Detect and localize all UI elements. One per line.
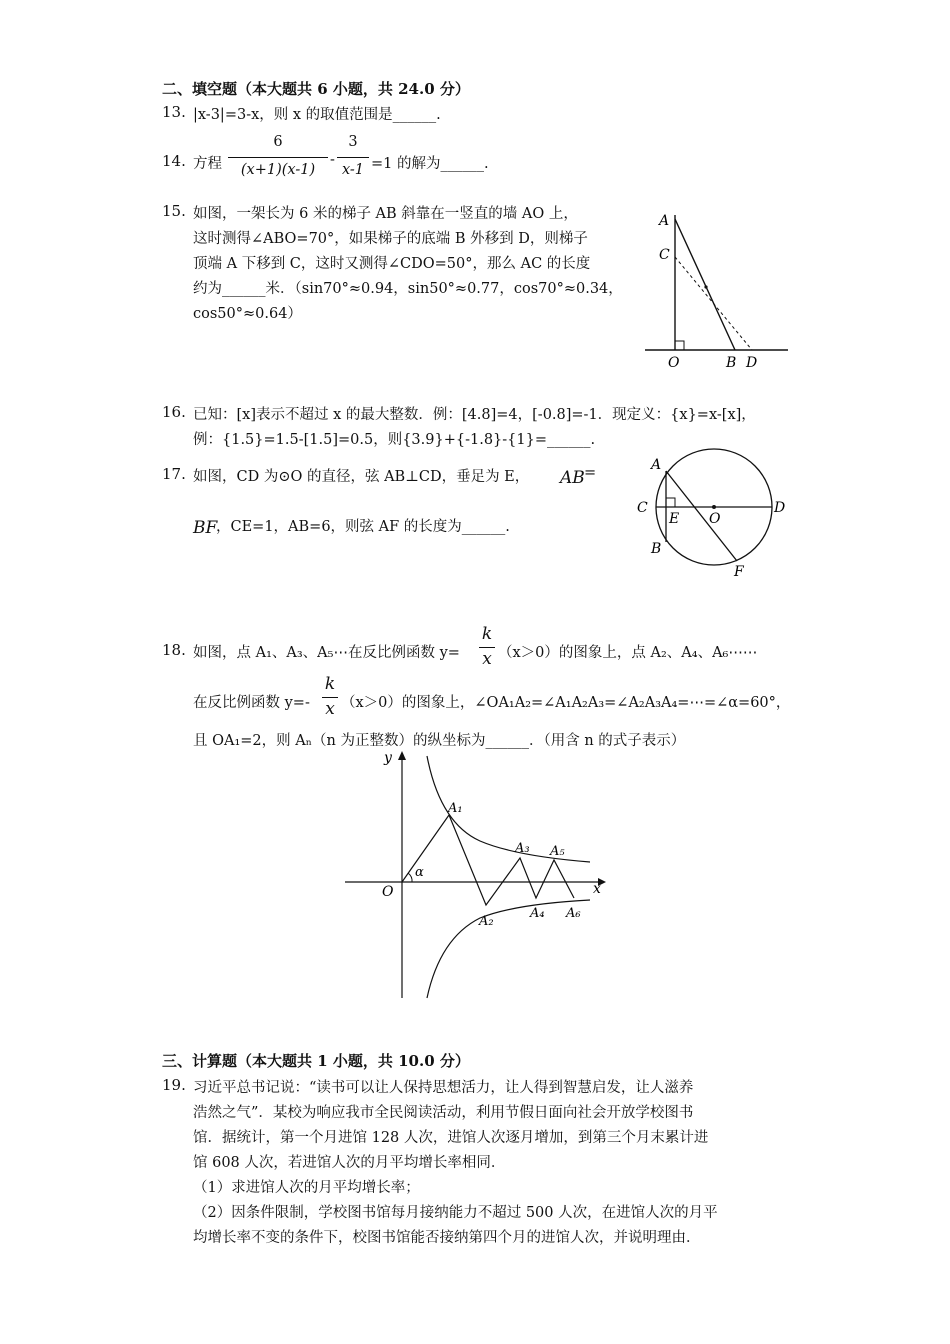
label-alpha: α xyxy=(415,865,424,880)
question-15-line: 如图，一架长为 6 米的梯子 AB 斜靠在一竖直的墙 AO 上， xyxy=(193,206,578,222)
intersection-point xyxy=(704,285,707,288)
label-a: A xyxy=(659,213,670,229)
question-15-line: 约为______米．（sin70°≈0.94，sin50°≈0.77，cos70°≈0.34， xyxy=(193,281,623,297)
fraction-k-bar xyxy=(479,647,495,648)
label-a3: A₃ xyxy=(515,841,530,856)
section-title-calculation: 三、计算题（本大题共 1 小题，共 10.0 分） xyxy=(162,1052,470,1070)
question-number: 18. xyxy=(162,641,186,659)
label-e: E xyxy=(669,511,680,527)
label-a: A xyxy=(651,457,662,473)
question-19-part-2: （2）因条件限制，学校图书馆每月接纳能力不超过 500 人次，在进馆人次的月平 xyxy=(193,1205,718,1221)
fraction-k-bar xyxy=(322,697,338,698)
question-16-line: 例：{1.5}=1.5-[1.5]=0.5，则{3.9}+{-1.8}-{1}=______. xyxy=(193,432,596,448)
label-o: O xyxy=(668,355,680,371)
label-a1: A₁ xyxy=(448,801,463,816)
question-15-line: 这时测得∠ABO=70°，如果梯子的底端 B 外移到 D，则梯子 xyxy=(193,231,588,247)
question-17-line-1: 如图，CD 为⊙O 的直径，弦 AB⊥CD，垂足为 E， xyxy=(193,469,530,485)
question-17-line-2: ，CE=1，AB=6，则弦 AF 的长度为______. xyxy=(216,519,510,535)
question-number: 19. xyxy=(162,1076,186,1094)
arc-bf: BF xyxy=(193,518,218,538)
label-a5: A₅ xyxy=(550,844,565,859)
ladder-figure xyxy=(640,205,795,375)
right-angle-mark xyxy=(675,341,684,350)
fraction-1-bar xyxy=(228,157,328,158)
question-number: 13. xyxy=(162,103,186,121)
fraction-2-bar xyxy=(337,157,369,158)
question-18-line-3: 且 OA₁=2，则 Aₙ（n 为正整数）的纵坐标为______．（用含 n 的式子表示） xyxy=(193,733,686,749)
fraction-2-denominator: x-1 xyxy=(341,162,365,178)
question-number: 14. xyxy=(162,152,186,170)
label-c: C xyxy=(637,500,648,516)
question-number: 17. xyxy=(162,465,186,483)
right-angle-mark xyxy=(666,498,675,507)
label-o: O xyxy=(709,511,721,527)
fraction-1-numerator: 6 xyxy=(273,134,283,150)
angle-alpha-arc xyxy=(408,873,412,882)
question-18-line-2a: 在反比例函数 y=- xyxy=(193,695,310,711)
arc-ab: AB xyxy=(560,468,585,488)
question-19-line: 馆．据统计，第一个月进馆 128 人次，进馆人次逐月增加，到第三个月末累计进 xyxy=(193,1130,709,1146)
label-b: B xyxy=(651,541,662,557)
y-axis-arrow xyxy=(398,751,406,760)
question-19-line: 习近平总书记说：“读书可以让人保持思想活力，让人得到智慧启发，让人滋养 xyxy=(193,1080,694,1096)
hyperbola-figure xyxy=(340,748,610,1003)
question-18-line-1b: （x＞0）的图象上，点 A₂、A₄、A₆⋯⋯ xyxy=(498,645,758,661)
fraction-2-numerator: 3 xyxy=(348,134,358,150)
equation-prefix: 方程 xyxy=(193,156,222,172)
zigzag-segments xyxy=(402,815,574,905)
question-15-line: cos50°≈0.64） xyxy=(193,306,302,322)
center-point xyxy=(712,505,716,509)
label-c: C xyxy=(659,247,670,263)
label-a6: A₆ xyxy=(566,906,581,921)
fraction-x-denominator: x xyxy=(482,649,492,669)
question-19-line: 均增长率不变的条件下，校图书馆能否接纳第四个月的进馆人次，并说明理由． xyxy=(193,1230,701,1246)
question-19-line: 浩然之气”．某校为响应我市全民阅读活动，利用节假日面向社会开放学校图书 xyxy=(193,1105,694,1121)
label-y: y xyxy=(384,750,392,766)
equals-sign: = xyxy=(584,465,597,481)
question-number: 16. xyxy=(162,403,186,421)
label-a2: A₂ xyxy=(479,914,494,929)
question-19-line: 馆 608 人次，若进馆人次的月平均增长率相同． xyxy=(193,1155,506,1171)
label-d: D xyxy=(746,355,758,371)
fraction-x-denominator: x xyxy=(325,699,335,719)
ladder-cd xyxy=(675,257,752,350)
question-15-line: 顶端 A 下移到 C，这时又测得∠CDO=50°，那么 AC 的长度 xyxy=(193,256,591,272)
question-18-line-1a: 如图，点 A₁、A₃、A₅⋯在反比例函数 y= xyxy=(193,645,460,661)
question-16-line: 已知：[x]表示不超过 x 的最大整数．例：[4.8]=4，[-0.8]=-1．现定义：{x}=x-[x]， xyxy=(193,407,756,423)
label-b: B xyxy=(726,355,737,371)
label-x: x xyxy=(593,881,601,897)
fraction-k-numerator: k xyxy=(324,674,336,694)
equation-suffix: =1 的解为______. xyxy=(371,156,489,172)
fraction-k-numerator: k xyxy=(481,624,493,644)
ladder-ab xyxy=(675,219,735,350)
section-title-fill-in: 二、填空题（本大题共 6 小题，共 24.0 分） xyxy=(162,80,470,98)
label-f: F xyxy=(734,564,744,580)
label-d: D xyxy=(774,500,786,516)
question-19-part-1: （1）求进馆人次的月平均增长率； xyxy=(193,1180,420,1196)
question-18-line-2b: （x＞0）的图象上，∠OA₁A₂=∠A₁A₂A₃=∠A₂A₃A₄=⋯=∠α=60°， xyxy=(341,695,791,711)
question-13-text: |x-3|=3-x，则 x 的取值范围是______. xyxy=(193,107,441,123)
label-o: O xyxy=(382,884,394,900)
circle-figure xyxy=(630,445,800,585)
label-a4: A₄ xyxy=(530,906,545,921)
fraction-1-denominator: (x+1)(x-1) xyxy=(240,162,316,178)
minus-sign: - xyxy=(330,152,335,168)
question-number: 15. xyxy=(162,202,186,220)
